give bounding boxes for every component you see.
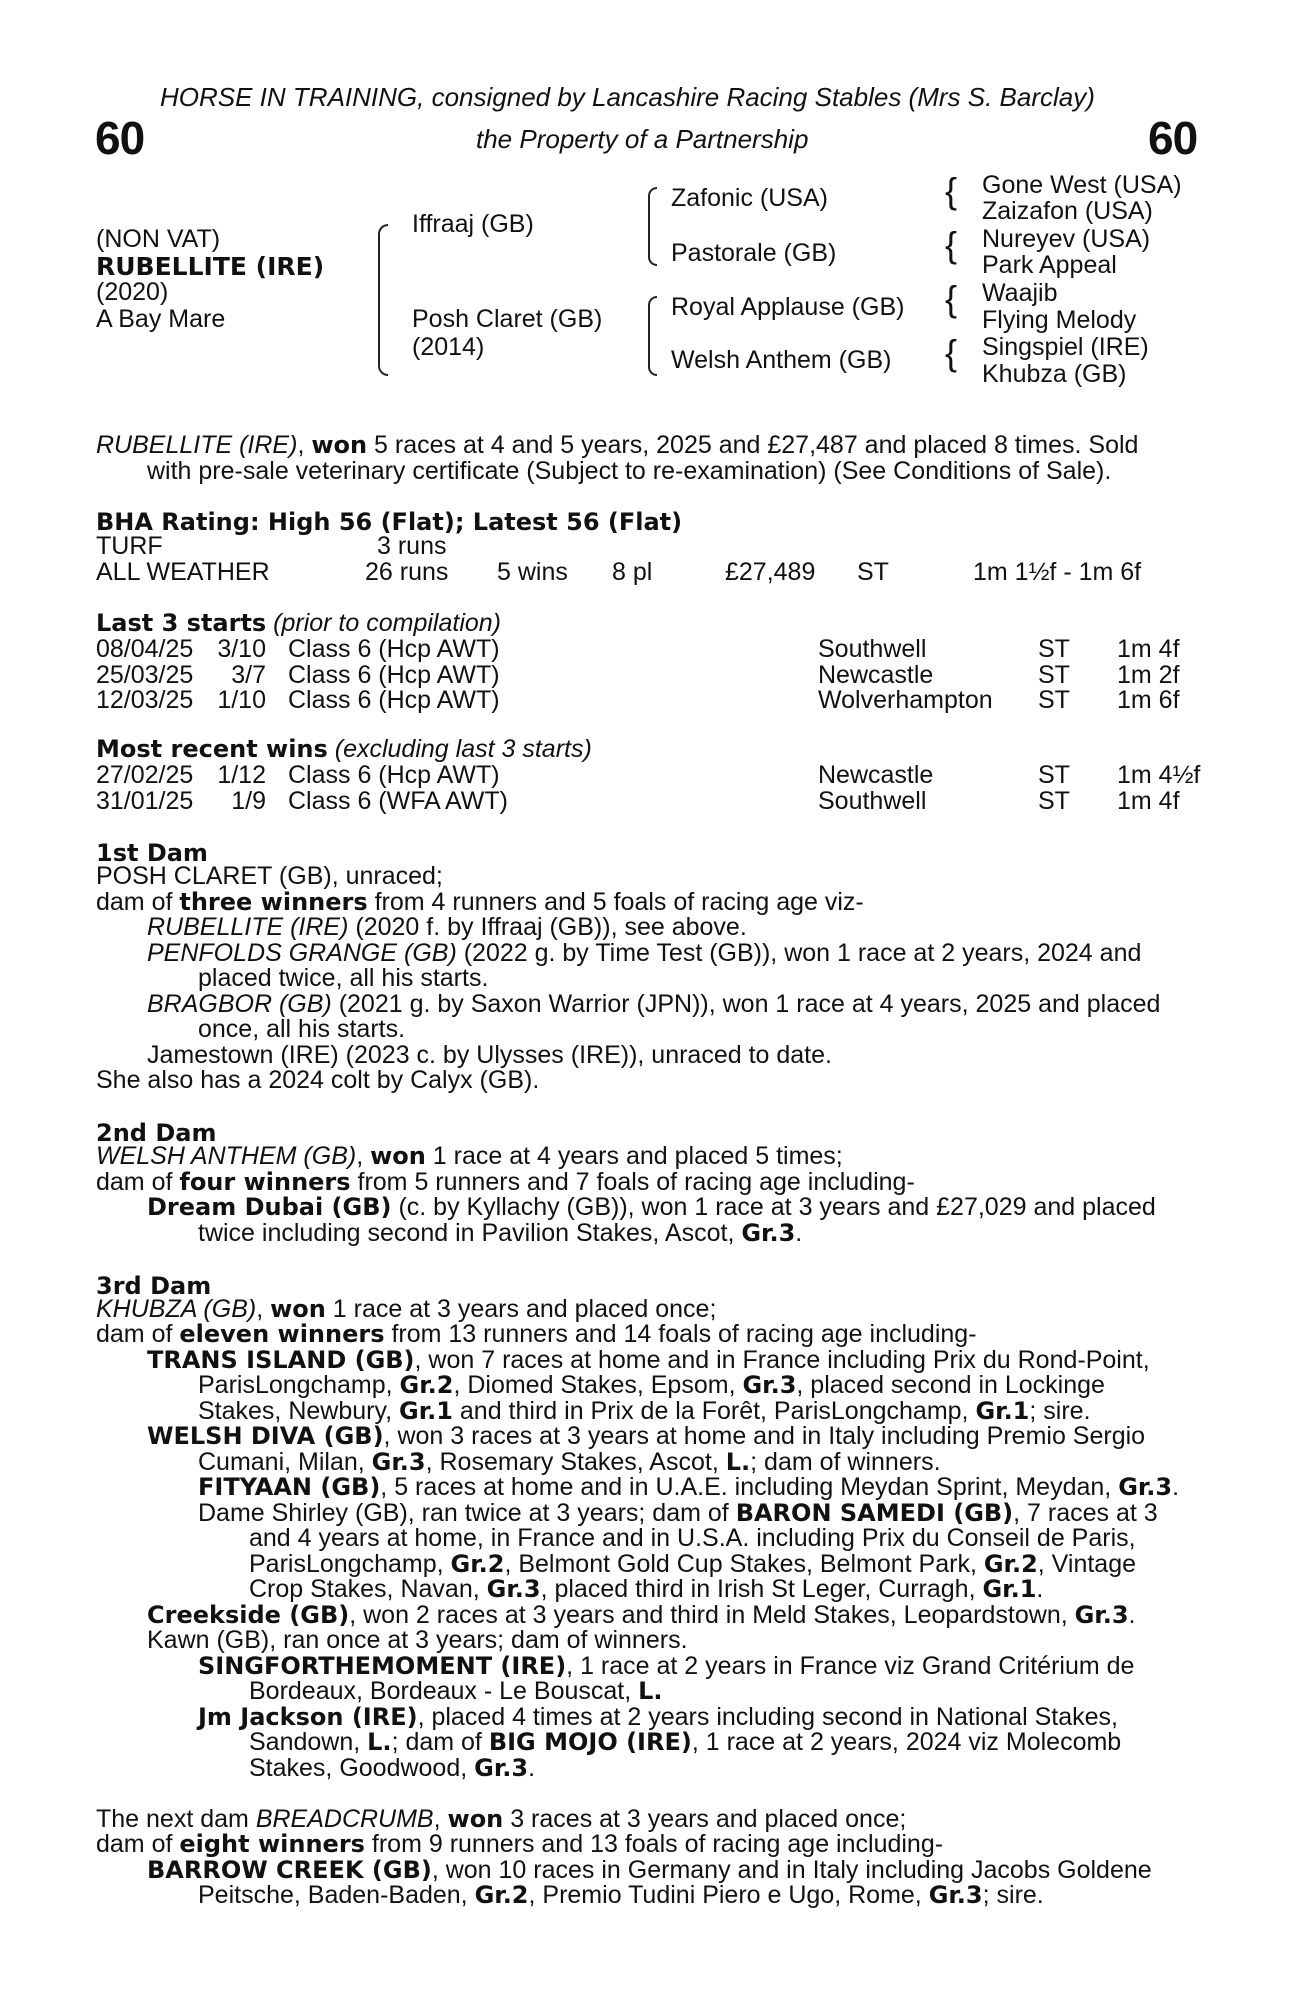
dam2-title: 2nd Dam [96,1119,217,1147]
dam1-title: 1st Dam [96,839,208,867]
dam3-line3 [147,1348,1150,1374]
t: won [370,1142,426,1170]
recent-wins-title: Most recent wins [96,735,328,763]
t: Sandown, [249,1728,368,1756]
aw-prize-money: £27,489 [725,558,816,586]
t: Gr.2 [450,1550,505,1578]
produce-name: WELSH DIVA (GB) [147,1422,384,1450]
form-cell-dist: 1m 4½f [1117,761,1201,789]
pedigree-dam-sire: Royal Applause (GB) [671,293,905,321]
t: L. [725,1448,751,1476]
t: ; dam of [391,1728,489,1756]
t: , won 3 races at 3 years at home and in Italy including Premio Sergio [383,1422,1146,1450]
dam1-line3 [147,915,747,941]
t: eight winners [179,1830,365,1858]
vat-status: (NON VAT) [96,225,221,253]
dam3-line14: Kawn (GB), ran once at 3 years; dam of winners. [147,1626,688,1654]
dam3-line8 [198,1475,1179,1501]
next-dam-line3 [147,1858,1152,1884]
dam-name: BREADCRUMB [255,1805,434,1833]
pedigree-g2: Zaizafon (USA) [982,197,1153,225]
t: (2020 f. by Iffraaj (GB)), see above. [348,913,747,941]
pedigree-g3: Nureyev (USA) [982,225,1151,253]
next-dam-line1 [96,1807,906,1833]
t: Gr.1 [975,1397,1030,1425]
pedigree-brace-lower [378,308,388,376]
pedigree-sire-sire: Zafonic (USA) [671,184,828,212]
dam1-line7: once, all his starts. [198,1015,406,1043]
t: won [447,1805,504,1833]
t: , 7 races at 3 [1013,1499,1158,1527]
t: Crop Stakes, Navan, [249,1575,487,1603]
summary-text1: 5 races at 4 and 5 years, 2025 and £27,487 and placed 8 times. Sold [367,431,1139,459]
form-cell-course: Southwell [818,635,927,663]
pedigree-brace-upper [378,224,388,310]
t: (2022 g. by Time Test (GB)), won 1 race at 2 years, 2024 and [456,939,1142,967]
t: , placed 4 times at 2 years including second in National Stakes, [417,1703,1118,1731]
t: ; sire. [982,1881,1044,1909]
form-cell-cls: Class 6 (Hcp AWT) [288,660,500,689]
t: 1 race at 3 years and placed once; [325,1295,717,1323]
t: , 5 races at home and in U.A.E. including Meydan Sprint, Meydan, [380,1473,1119,1501]
form-cell-course: Newcastle [818,660,934,689]
form-cell-cls: Class 6 (WFA AWT) [288,786,508,815]
form-cell-cls: Class 6 (Hcp AWT) [288,761,500,789]
horse-name: RUBELLITE (IRE) [96,252,325,281]
t: Gr.3 [474,1754,529,1782]
produce-name: SINGFORTHEMOMENT (IRE) [198,1652,567,1680]
t: . [795,1219,803,1247]
t: (2021 g. by Saxon Warrior (JPN)), won 1 race at 4 years, 2025 and placed [331,990,1161,1018]
g-brace-3: { [945,278,958,319]
t: , Premio Tudini Piero e Ugo, Rome, [528,1881,929,1909]
dam3-line11 [249,1552,1136,1578]
summary-line1: RUBELLITE (IRE), won 5 races at 4 and 5 years, 2025 and £27,487 and placed 8 times. Sold [96,431,1139,459]
dam3-line16 [249,1679,663,1705]
t: twice including second in Pavilion Stakes, Ascot, [198,1219,742,1247]
header-property: the Property of a Partnership [476,124,809,154]
dam1-winners-count: three winners [179,888,368,916]
dam3-line19 [249,1756,535,1782]
last-starts-note: (prior to compilation) [266,609,502,637]
lot-number-right: 60 [1148,112,1198,164]
form-cell-going: ST [1038,635,1070,663]
t: , won 2 races at 3 years and third in Meld Stakes, Leopardstown, [349,1601,1075,1629]
t: , 1 race at 2 years in France viz Grand Critérium de [566,1652,1135,1680]
t: , won 10 races in Germany and in Italy including Jacobs Goldene [431,1856,1152,1884]
t: , [433,1805,448,1833]
form-cell-dist: 1m 6f [1117,686,1180,715]
dam1-line9: She also has a 2024 colt by Calyx (GB). [96,1066,540,1094]
dam2-line3 [147,1195,1156,1221]
recent-wins-note: (excluding last 3 starts) [327,735,592,763]
aw-label: ALL WEATHER [96,558,270,586]
dam3-line6 [147,1424,1145,1450]
t: 1 race at 4 years and placed 5 times; [425,1142,843,1170]
t: , Rosemary Stakes, Ascot, [425,1448,726,1476]
produce-name: Jm Jackson (IRE) [198,1703,418,1731]
dam3-line1 [96,1297,716,1323]
dam3-line10: and 4 years at home, in France and in U.S.A. including Prix du Conseil de Paris, [249,1524,1136,1552]
bha-rating-title: BHA Rating: High 56 (Flat); Latest 56 (Flat) [96,508,683,536]
t: dam of [96,1830,180,1858]
t: and third in Prix de la Forêt, ParisLongchamp, [452,1397,976,1425]
pedigree-g1: Gone West (USA) [982,171,1182,199]
header-consignor: HORSE IN TRAINING, consigned by Lancashire Racing Stables (Mrs S. Barclay) [160,82,1095,112]
aw-runs: 26 runs [365,558,449,586]
next-dam-line2 [96,1832,943,1858]
t: four winners [179,1168,351,1196]
dam-brace-lower [648,331,657,376]
t: Peitsche, Baden-Baden, [198,1881,475,1909]
produce-name: PENFOLDS GRANGE (GB) [147,939,457,967]
t: , won 7 races at home and in France including Prix du Rond-Point, [414,1346,1150,1374]
dam3-line18 [249,1730,1121,1756]
dam2-line4 [198,1221,802,1247]
t: Gr.3 [371,1448,426,1476]
dam3-line17 [198,1705,1118,1731]
dam1-line1: POSH CLARET (GB), unraced; [96,862,443,890]
form-cell-date: 08/04/25 [96,635,194,663]
t: . [1036,1575,1044,1603]
form-cell-date: 25/03/25 [96,660,194,689]
form-cell-going: ST [1038,786,1070,815]
t: , placed second in Lockinge [796,1371,1105,1399]
produce-name: Dream Dubai (GB) [147,1193,392,1221]
t: Gr.3 [486,1575,541,1603]
produce-name: RUBELLITE (IRE) [147,913,349,941]
t: won [270,1295,326,1323]
t: Gr.3 [928,1881,983,1909]
pedigree-sire-dam: Pastorale (GB) [671,239,837,267]
t: . [1128,1601,1136,1629]
aw-placed: 8 pl [612,558,653,586]
t: Gr.3 [1074,1601,1129,1629]
t: Dame Shirley (GB), ran twice at 3 years; dam of [198,1499,736,1527]
t: . [528,1754,536,1782]
summary-name: RUBELLITE (IRE) [96,431,298,459]
t: ParisLongchamp, [249,1550,451,1578]
t: Gr.1 [982,1575,1037,1603]
recent-wins-heading [96,736,592,762]
t: , [256,1295,271,1323]
form-cell-pos: 1/9 [231,786,266,815]
dam3-line5 [198,1399,1091,1425]
form-cell-going: ST [1038,761,1070,789]
g-brace-2: { [945,224,958,265]
t: Cumani, Milan, [198,1448,372,1476]
t: L. [367,1728,392,1756]
turf-runs: 3 runs [377,532,447,560]
form-cell-dist: 1m 2f [1117,660,1180,689]
produce-name: FITYAAN (GB) [198,1473,381,1501]
form-cell-cls: Class 6 (Hcp AWT) [288,686,500,715]
dam1-line4 [147,941,1141,967]
dam-brace-upper [648,296,657,333]
aw-distance: 1m 1½f - 1m 6f [973,558,1142,586]
dam-name: KHUBZA (GB) [96,1295,257,1323]
dam3-line15 [198,1654,1134,1680]
aw-going: ST [857,558,889,586]
dam3-line9 [198,1501,1158,1527]
t: Gr.2 [474,1881,529,1909]
t: (c. by Kyllachy (GB)), won 1 race at 3 years and £27,029 and placed [391,1193,1156,1221]
t: ; dam of winners. [750,1448,941,1476]
t: , Diomed Stakes, Epsom, [453,1371,743,1399]
form-cell-going: ST [1038,660,1070,689]
pedigree-dam-year: (2014) [412,333,485,361]
form-cell-cls: Class 6 (Hcp AWT) [288,635,500,663]
form-cell-going: ST [1038,686,1070,715]
t: Bordeaux, Bordeaux - Le Bouscat, [249,1677,639,1705]
t: , 1 race at 2 years, 2024 viz Molecomb [691,1728,1122,1756]
t: Gr.1 [399,1397,453,1425]
t: BIG MOJO (IRE) [488,1728,692,1756]
sire-brace-lower [648,222,657,266]
form-cell-pos: 3/10 [217,635,266,663]
dam3-line4 [198,1373,1105,1399]
t: Gr.3 [742,1371,797,1399]
turf-label: TURF [96,532,163,560]
produce-name: Creekside (GB) [147,1601,350,1629]
t: , Vintage [1037,1550,1137,1578]
dam3-title: 3rd Dam [96,1272,212,1300]
horse-description: A Bay Mare [96,305,226,333]
dam3-line13 [147,1603,1136,1629]
form-cell-date: 31/01/25 [96,786,194,815]
produce-name: BARROW CREEK (GB) [147,1856,432,1884]
produce-name: TRANS ISLAND (GB) [147,1346,415,1374]
summary-won: won [311,431,368,459]
t: eleven winners [179,1320,385,1348]
form-cell-date: 27/02/25 [96,761,194,789]
t: from 13 runners and 14 foals of racing age including- [384,1320,977,1348]
form-cell-pos: 1/12 [217,761,266,789]
dam1-line5: placed twice, all his starts. [198,964,489,992]
dam2-line1 [96,1144,843,1170]
form-cell-pos: 1/10 [217,686,266,715]
t: Gr.2 [399,1371,454,1399]
pedigree-dam: Posh Claret (GB) [412,305,603,333]
t: . [1172,1473,1180,1501]
lot-number-left: 60 [95,112,145,164]
last-starts-title: Last 3 starts [96,609,267,637]
t: Stakes, Goodwood, [249,1754,475,1782]
last-starts-heading [96,610,501,636]
aw-wins: 5 wins [497,558,568,586]
pedigree-g5: Waajib [982,279,1058,307]
dam1-line6 [147,992,1160,1018]
dam-name: WELSH ANTHEM (GB) [96,1142,357,1170]
dam3-line12 [249,1577,1043,1603]
t: 3 races at 3 years and placed once; [503,1805,907,1833]
form-cell-course: Newcastle [818,761,934,789]
g-brace-4: { [945,332,958,373]
pedigree-dam-dam: Welsh Anthem (GB) [671,346,892,374]
form-cell-dist: 1m 4f [1117,786,1180,815]
t: Stakes, Newbury, [198,1397,400,1425]
t: Gr.3 [1118,1473,1173,1501]
t: from 9 runners and 13 foals of racing age including- [364,1830,944,1858]
t: ; sire. [1029,1397,1091,1425]
dam3-line2 [96,1322,977,1348]
t: , [356,1142,371,1170]
summary-line2: with pre-sale veterinary certificate (Subject to re-examination) (See Conditions of Sale). [147,457,1112,485]
form-cell-pos: 3/7 [231,660,266,689]
g-brace-1: { [945,170,958,211]
sire-brace-upper [648,187,657,224]
dam2-line2 [96,1170,915,1196]
t: from 5 runners and 7 foals of racing age including- [350,1168,915,1196]
t: from 4 runners and 5 foals of racing age viz- [367,888,864,916]
produce-name: BRAGBOR (GB) [147,990,332,1018]
t: The next dam [96,1805,256,1833]
pedigree-g8: Khubza (GB) [982,360,1127,388]
pedigree-g7: Singspiel (IRE) [982,333,1149,361]
t: dam of [96,888,180,916]
t: BARON SAMEDI (GB) [735,1499,1014,1527]
t: , placed third in Irish St Leger, Curragh, [540,1575,983,1603]
form-cell-course: Southwell [818,786,927,815]
form-cell-course: Wolverhampton [818,686,993,715]
t: ParisLongchamp, [198,1371,400,1399]
pedigree-sire: Iffraaj (GB) [412,210,534,238]
t: Gr.3 [741,1219,796,1247]
dam1-line2 [96,890,864,916]
pedigree-g4: Park Appeal [982,251,1117,279]
t: , Belmont Gold Cup Stakes, Belmont Park, [504,1550,984,1578]
t: L. [638,1677,663,1705]
form-cell-dist: 1m 4f [1117,635,1180,663]
next-dam-line4 [198,1883,1044,1909]
form-cell-date: 12/03/25 [96,686,194,715]
t: dam of [96,1168,180,1196]
t: dam of [96,1320,180,1348]
dam1-line8: Jamestown (IRE) (2023 c. by Ulysses (IRE)), unraced to date. [147,1041,832,1069]
t: Gr.2 [983,1550,1038,1578]
horse-year: (2020) [96,278,169,306]
pedigree-g6: Flying Melody [982,306,1137,334]
dam3-line7 [198,1450,941,1476]
